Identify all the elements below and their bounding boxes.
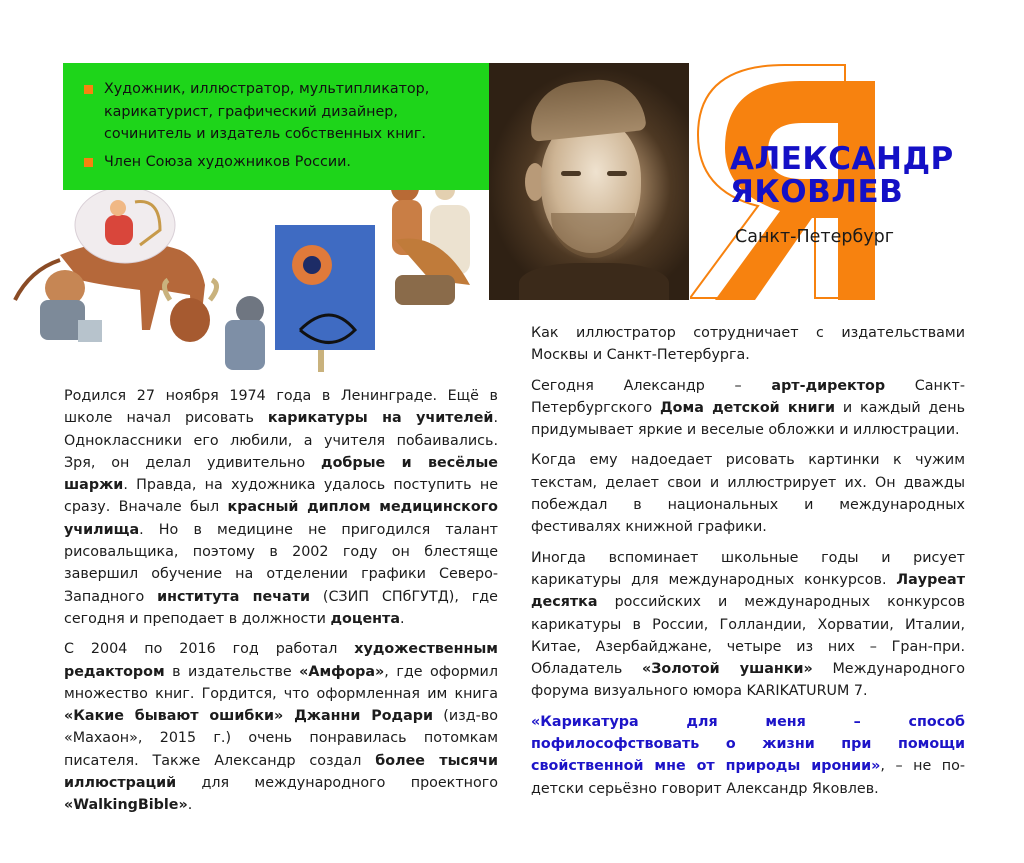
bullet-list [82, 78, 482, 178]
orange-square-bullet-icon [84, 85, 93, 94]
bio-paragraph: Когда ему надоедает рисовать картинки к чужим текстам, делает свои и иллюстрирует их. Он дважды побеждал в национальных и международных фестивалях книжной графики. [531, 452, 965, 536]
author-name [730, 143, 954, 209]
portrait-eye [561, 171, 581, 176]
bullet-item: Художник, иллюстратор, мультипликатор, карикатурист, графический дизайнер, сочинитель и издатель собственных книг. [82, 78, 482, 146]
bio-paragraph: Сегодня Александр – арт-директор Санкт-Петербургского Дома детской книги и каждый день придумывает яркие и веселые обложки и иллюстрации. [531, 377, 966, 439]
orange-square-bullet-icon [84, 158, 93, 167]
bullet-item: Член Союза художников России. [82, 151, 482, 174]
bio-paragraph: Как иллюстратор сотрудничает с издательствами Москвы и Санкт-Петербурга. [531, 325, 965, 364]
portrait-cap [526, 75, 646, 142]
author-portrait-photo [489, 63, 689, 300]
bio-paragraph: Иногда вспоминает школьные годы и рисует карикатуры для международных конкурсов. Лауреат десятка российских и международных конкурсов карикатуры в России, Голландии, Хорватии, Италии, Китае, Азербайджане, четыре из них – Гран-при. Обладатель «Золотой ушанки» Международного форума визуального юмора KARIKATURUM 7. [531, 549, 965, 700]
biography-right-column [531, 322, 965, 808]
illustrations-collage [0, 190, 490, 375]
bio-paragraph: С 2004 по 2016 год работал художественным редактором в издательстве «Амфора», где оформил множество книг. Гордится, что оформленная им книга «Какие бывают ошибки» Джанни Родари (изд-во «Махаон», 2015 г.) очень понравилась потомкам писателя. Также Александр создал более тысячи иллюстраций для международного проектного «WalkingBible». [64, 641, 498, 814]
author-last-name: ЯКОВЛЕВ [730, 174, 904, 210]
portrait-shoulders [519, 263, 669, 300]
author-quote: «Карикатура для меня – способ пофилософствовать о жизни при помощи свойственной мне от природы иронии» [531, 713, 965, 775]
portrait-eye [607, 171, 627, 176]
bio-paragraph: Родился 27 ноября 1974 года в Ленинграде. Ещё в школе начал рисовать карикатуры на учителей. Одноклассники его любили, а учителя побаивались. Зря, он делал удивительно добрые и весёлые шаржи. Правда, на художника удалось поступить не сразу. Вначале был красный диплом медицинского училища. Но в медицине не пригодился талант рисовальщика, поэтому в 2002 году он блестяще завершил обучение на отделении графики Северо-Западного института печати (СЗИП СПбГУТД), где сегодня и преподает в должности доцента. [64, 388, 499, 627]
author-city: Санкт-Петербург [735, 227, 894, 247]
quote-paragraph: «Карикатура для меня – способ пофилософствовать о жизни при помощи свойственной мне от природы иронии», – не по-детски серьёзно говорит Александр Яковлев. [531, 713, 965, 797]
author-first-name: АЛЕКСАНДР [730, 141, 954, 177]
biography-left-column [64, 385, 498, 825]
portrait-beard [551, 213, 635, 258]
